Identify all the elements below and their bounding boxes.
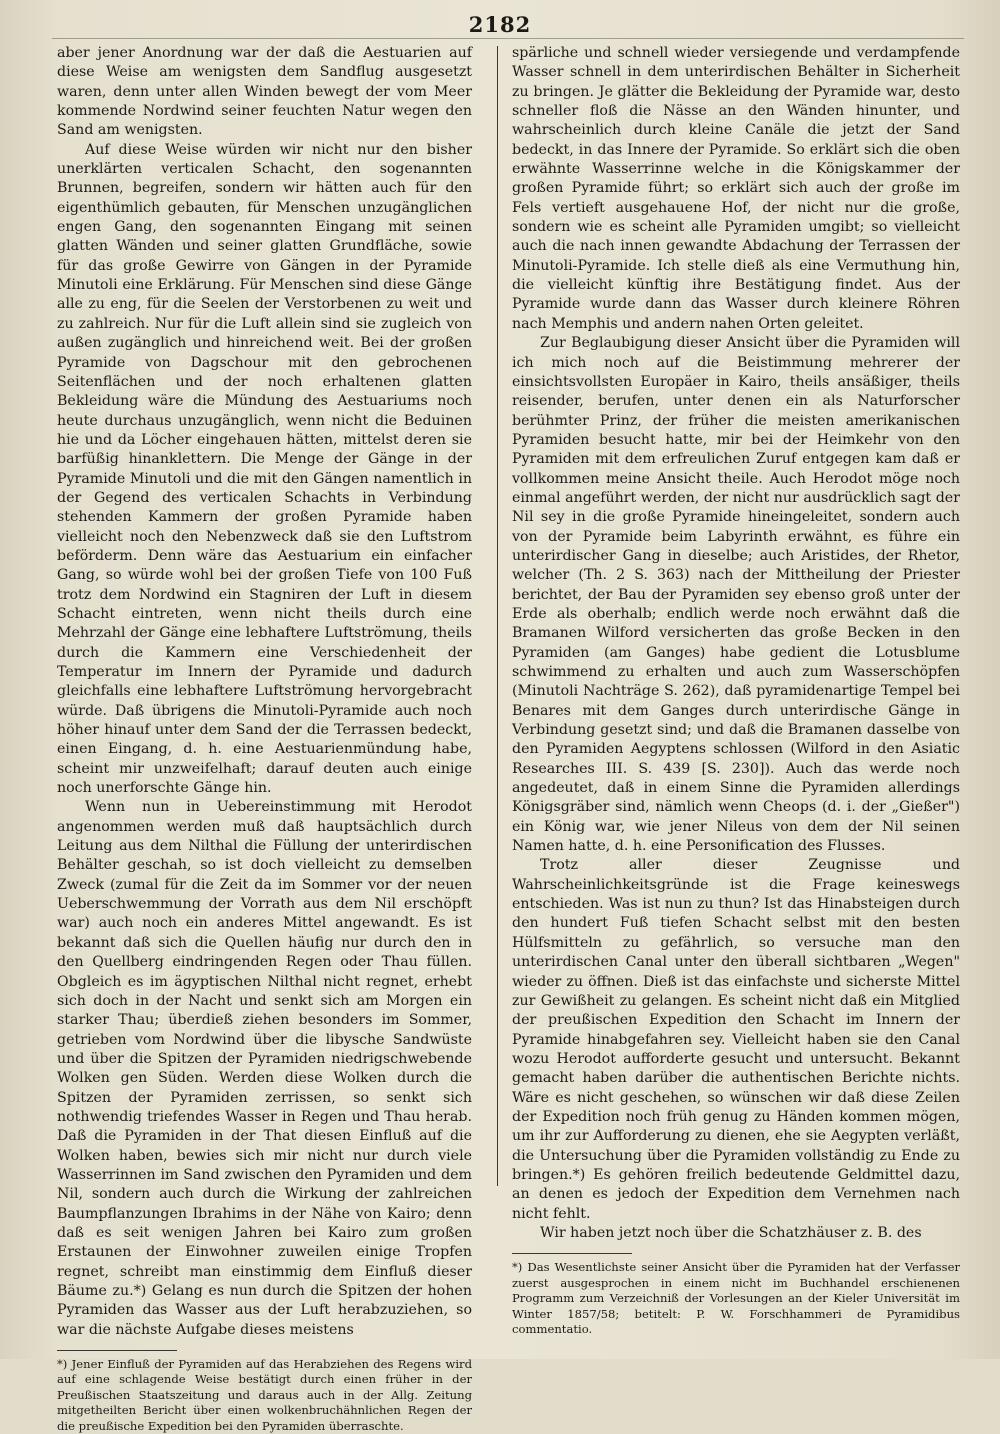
right-paragraph-3: Trotz aller dieser Zeugnisse und Wahrscheinlichkeitsgründe ist die Frage keineswegs entschieden. Was ist nun zu thun? Ist das Hinabsteigen durch den hundert Fuß tiefen Schacht selbst mit den besten Hülfsmitteln zu gefährlich, so versuche man den unterirdischen Canal unter den überall sichtbaren „Wegen" wieder zu öffnen. Dieß ist das einfachste und sicherste Mittel zur Gewißheit zu gelangen. Es scheint nicht daß ein Mitglied der preußischen Expedition den Schacht im Innern der Pyramide hinabgefahren sey. Vielleicht haben sie den Canal wozu Herodot aufforderte gesucht und untersucht. Bekannt gemacht haben darüber die authentischen Berichte nichts. Wäre es nicht geschehen, so wünschen wir daß diese Zeilen der Expedition noch früh genug zu Händen kommen mögen, um ihr zur Aufforderung zu dienen, ehe sie Aegypten verläßt, die Untersuchung über die Pyramiden vollständig zu Ende zu bringen.*) Es gehören freilich bedeutende Geldmittel dazu, an denen es jedoch der Expedition dem Vernehmen nach nicht fehlt. (512, 857, 960, 1222)
left-paragraph-2: Auf diese Weise würden wir nicht nur den bisher unerklärten verticalen Schacht, den sogenannten Brunnen, begreifen, sondern wir hätten auch für den eigenthümlich gebauten, für Menschen unzugänglichen engen Gang, den sogenannten Eingang mit seinen glatten Wänden und seiner glatten Grundfläche, sowie für das große Gewirre von Gängen in der Pyramide Minutoli eine Erklärung. Für Menschen sind diese Gänge alle zu eng, für die Seelen der Verstorbenen zu weit und zu zahlreich. Nur für die Luft allein sind sie zugleich von außen zugänglich und hinreichend weit. Bei der großen Pyramide von Dagschour mit den gebrochenen Seitenflächen und der noch erhaltenen glatten Bekleidung wäre die Mündung des Aestuariums noch heute durchaus unzugänglich, wenn nicht die Beduinen hie und da Löcher eingehauen hätten, mittelst deren sie barfüßig hinanklettern. Die Menge der Gänge in der Pyramide Minutoli und die mit den Gängen namentlich in der Gegend des verticalen Schachts in Verbindung stehenden Kammern der großen Pyramide haben vielleicht noch den Nebenzweck daß sie den Luftstrom beförderm. Denn wäre das Aestuarium ein einfacher Gang, so würde wohl bei der großen Tiefe von 100 Fuß trotz dem Nordwind ein Stagniren der Luft in diesem Schacht eintreten, wenn nicht theils durch eine Mehrzahl der Gänge eine lebhaftere Luftströmung, theils durch die Kammern eine Verschiedenheit der Temperatur im Innern der Pyramide und dadurch gleichfalls eine lebhaftere Luftströmung hervorgebracht würde. Daß übrigens die Minutoli-Pyramide auch noch höher hinauf unter dem Sand der die Terrassen bedeckt, einen Eingang, d. h. eine Aestuarienmündung habe, scheint mir unzweifelhaft; darauf deuten auch einige noch unerforschte Gänge hin. (57, 141, 472, 797)
left-footnote-rule (57, 1350, 177, 1351)
left-column (57, 44, 472, 1434)
header-rule (52, 38, 964, 39)
right-paragraph-4: Wir haben jetzt noch über die Schatzhäuser z. B. des (540, 1224, 922, 1241)
left-paragraph-3: Wenn nun in Uebereinstimmung mit Herodot angenommen werden muß daß hauptsächlich durch Leitung aus dem Nilthal die Füllung der unterirdischen Behälter geschah, so ist doch vielleicht zu demselben Zweck (zumal für die Zeit da im Sommer vor der neuen Ueberschwemmung der Vorrath aus dem Nil erschöpft war) auch noch ein anderes Mittel angewandt. Es ist bekannt daß sich die Quellen häufig nur durch den in den Quellberg eindringenden Regen oder Thau füllen. Obgleich es im ägyptischen Nilthal nicht regnet, erhebt sich doch in der Nacht und senkt sich am Morgen ein starker Thau; überdieß ziehen besonders im Sommer, getrieben vom Nordwind über die libysche Sandwüste und über die Spitzen der Pyramiden niedrigschwebende Wolken gen Süden. Werden diese Wolken durch die Spitzen der Pyramiden zerrissen, so senkt sich nothwendig triefendes Wasser in Regen und Thau herab. Daß die Pyramiden in der That diesen Einfluß auf die Wolken haben, bewies sich mir nicht nur durch viele Wasserrinnen im Sand zwischen den Pyramiden und dem Nil, sondern auch durch die Wirkung der zahlreichen Baumpflanzungen Ibrahims in der Nähe von Kairo; denn daß es seit wenigen Jahren bei Kairo zum großen Erstaunen der Einwohner zuweilen einige Tropfen regnet, schreibt man einstimmig dem Einfluß dieser Bäume zu.*) Gelang es nun durch die Spitzen der hohen Pyramiden das Wasser aus der Luft herabzuziehen, so war die nächste Aufgabe dieses meistens (57, 799, 472, 1338)
right-column (512, 44, 960, 1337)
right-paragraph-2: Zur Beglaubigung dieser Ansicht über die Pyramiden will ich mich noch auf die Beistimmung mehrerer der einsichtsvollsten Europäer in Kairo, theils ansäßiger, theils reisender, berufen, unter denen ein als Naturforscher berühmter Prinz, der früher die meisten amerikanischen Pyramiden besucht hatte, mir bei der Heimkehr von den Pyramiden mit dem erfreulichen Zuruf entgegen kam daß er vollkommen meine Ansicht theile. Auch Herodot möge noch einmal angeführt werden, der nicht nur ausdrücklich sagt der Nil sey in die große Pyramide hineingeleitet, sondern auch von der Pyramide beim Labyrinth erwähnt, es führe ein unterirdischer Gang in dieselbe; auch Aristides, der Rhetor, welcher (Th. 2 S. 363) nach der Mittheilung der Priester berichtet, der Bau der Pyramiden sey ebenso groß unter der Erde als oberhalb; endlich werde noch erwähnt daß die Bramanen Wilford versicherten das große Becken in den Pyramiden (am Ganges) habe gedient die Lotusblume schwimmend zu erhalten und auch zum Wasserschöpfen (Minutoli Nachträge S. 262), daß pyramidenartige Tempel bei Benares mit dem Ganges durch unterirdische Gänge in Verbindung gesetzt sind; und daß die Bramanen dasselbe von den Pyramiden Aegyptens schlossen (Wilford in den Asiatic Researches III. S. 439 [S. 230]). Auch das werde noch angedeutet, daß in einem Sinne die Pyramiden allerdings Königsgräber sind, nämlich wenn Cheops (d. i. der „Gießer") ein König war, wie jener Nileus von dem der Nil seinen Namen hatte, d. h. eine Personification des Flusses. (512, 335, 960, 855)
left-paragraph-1: aber jener Anordnung war der daß die Aestuarien auf diese Weise am wenigsten dem Sandflug ausgesetzt waren, denn unter allen Winden bewegt der vom Meer kommende Nordwind seiner feuchten Natur wegen den Sand am wenigsten. (57, 45, 472, 139)
left-footnote: *) Jener Einfluß der Pyramiden auf das Herabziehen des Regens wird auf eine schlagende Weise bestätigt durch einen früher in der Preußischen Staatszeitung und daraus auch in der Allg. Zeitung mitgetheilten Bericht über einen wolkenbruchähnlichen Regen der die preußische Expedition bei den Pyramiden überraschte. (57, 1357, 472, 1433)
column-divider (497, 46, 498, 1186)
page-number: 2182 (468, 12, 532, 37)
right-footnote-rule (512, 1253, 632, 1254)
right-paragraph-1: spärliche und schnell wieder versiegende und verdampfende Wasser schnell in dem unterirdischen Behälter in Sicherheit zu bringen. Je glätter die Bekleidung der Pyramide war, desto schneller floß die Nässe an den Wänden hinunter, und wahrscheinlich durch kleine Canäle die jetzt der Sand bedeckt, in das Innere der Pyramide. So erklärt sich die oben erwähnte Wasserrinne welche in die Königskammer der großen Pyramide führt; so erklärt sich auch der große im Fels vertieft ausgehauene Hof, der nicht nur die große, sondern wie es scheint alle Pyramiden umgibt; so vielleicht auch die nach innen gewandte Abdachung der Terrassen der Minutoli-Pyramide. Ich stelle dieß als eine Vermuthung hin, die vielleicht künftig ihre Bestätigung findet. Aus der Pyramide wurde dann das Wasser durch kleinere Röhren nach Memphis und andern nahen Orten geleitet. (512, 45, 960, 332)
right-footnote: *) Das Wesentlichste seiner Ansicht über die Pyramiden hat der Verfasser zuerst ausgesprochen in einem nicht im Buchhandel erschienenen Programm zum Verzeichniß der Vorlesungen an der Kieler Universität im Winter 1857/58; betitelt: P. W. Forschhammeri de Pyramidibus commentatio. (512, 1260, 960, 1336)
